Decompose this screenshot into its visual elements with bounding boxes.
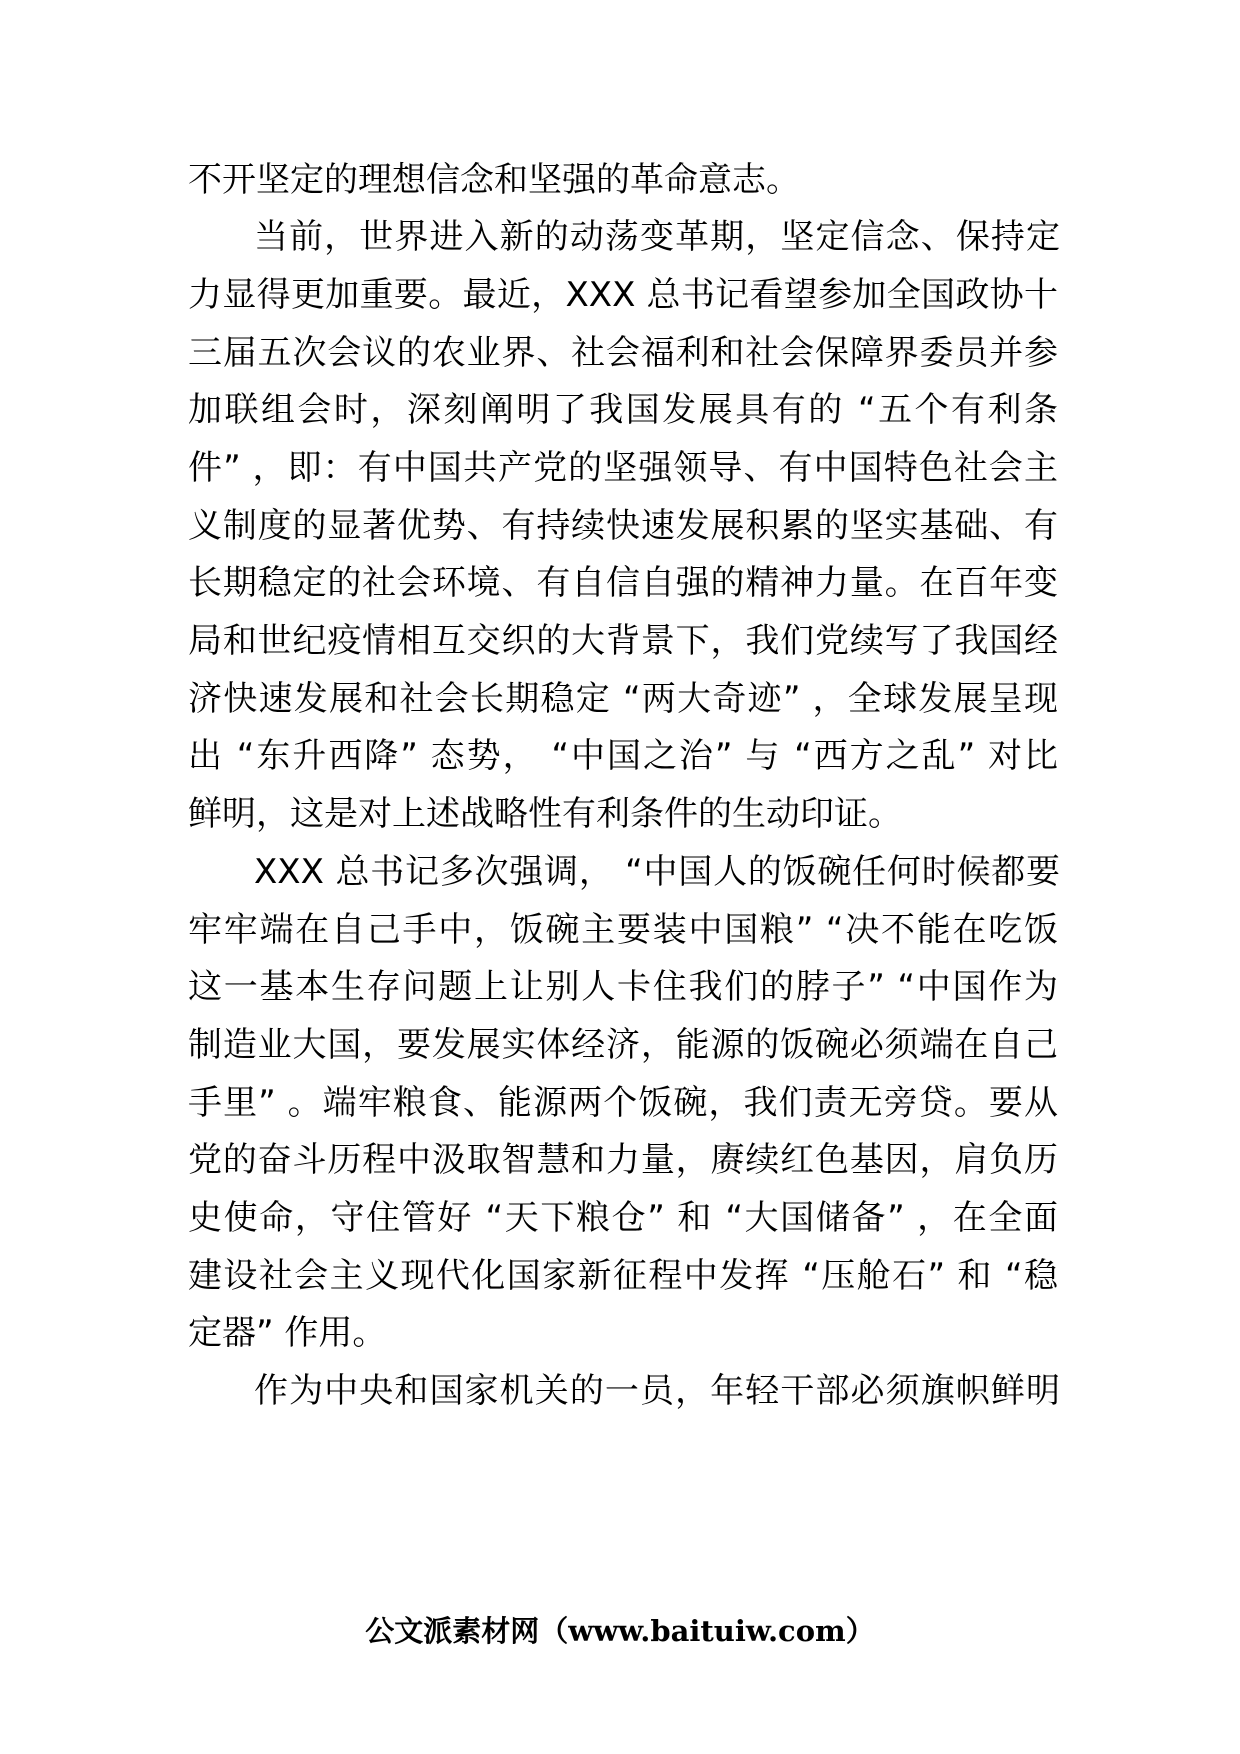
text-line: XXX 总书记多次强调， “中国人的饭碗任何时候都要 bbox=[254, 852, 1060, 892]
text-line: 制造业大国，要发展实体经济，能源的饭碗必须端在自己 bbox=[188, 1025, 1058, 1065]
text-line: 史使命，守住管好 “天下粮仓” 和 “大国储备” ，在全面 bbox=[188, 1198, 1058, 1238]
text-line: 出 “东升西降” 态势， “中国之治” 与 “西方之乱” 对比 bbox=[188, 736, 1058, 776]
text-line: 建设社会主义现代化国家新征程中发挥 “压舱石” 和 “稳 bbox=[188, 1256, 1058, 1296]
text-line: 牢牢端在自己手中，饭碗主要装中国粮” “决不能在吃饭 bbox=[188, 910, 1058, 950]
text-line: 长期稳定的社会环境、有自信自强的精神力量。在百年变 bbox=[188, 563, 1058, 603]
text-line: 作为中央和国家机关的一员，年轻干部必须旗帜鲜明 bbox=[254, 1371, 1060, 1411]
footer-source-label: 公文派素材网（www.baituiw.com） bbox=[365, 1614, 875, 1648]
text-line: 党的奋斗历程中汲取智慧和力量，赓续红色基因，肩负历 bbox=[188, 1140, 1058, 1180]
text-line: 济快速发展和社会长期稳定 “两大奇迹” ，全球发展呈现 bbox=[188, 679, 1058, 719]
text-line: 力显得更加重要。最近，XXX 总书记看望参加全国政协十 bbox=[188, 275, 1058, 315]
text-line: 局和世纪疫情相互交织的大背景下，我们党续写了我国经 bbox=[188, 621, 1058, 661]
text-line: 加联组会时，深刻阐明了我国发展具有的 “五个有利条 bbox=[188, 390, 1058, 430]
text-line: 鲜明，这是对上述战略性有利条件的生动印证。 bbox=[188, 794, 902, 834]
text-line: 不开坚定的理想信念和坚强的革命意志。 bbox=[188, 160, 800, 200]
text-line: 三届五次会议的农业界、社会福利和社会保障界委员并参 bbox=[188, 333, 1058, 373]
text-line: 当前，世界进入新的动荡变革期，坚定信念、保持定 bbox=[254, 217, 1060, 257]
text-line: 件” ，即：有中国共产党的坚强领导、有中国特色社会主 bbox=[188, 448, 1058, 488]
text-line: 这一基本生存问题上让别人卡住我们的脖子” “中国作为 bbox=[188, 967, 1058, 1007]
text-line: 义制度的显著优势、有持续快速发展积累的坚实基础、有 bbox=[188, 506, 1058, 546]
text-line: 手里” 。端牢粮食、能源两个饭碗，我们责无旁贷。要从 bbox=[188, 1083, 1058, 1123]
text-line: 定器” 作用。 bbox=[188, 1313, 387, 1353]
